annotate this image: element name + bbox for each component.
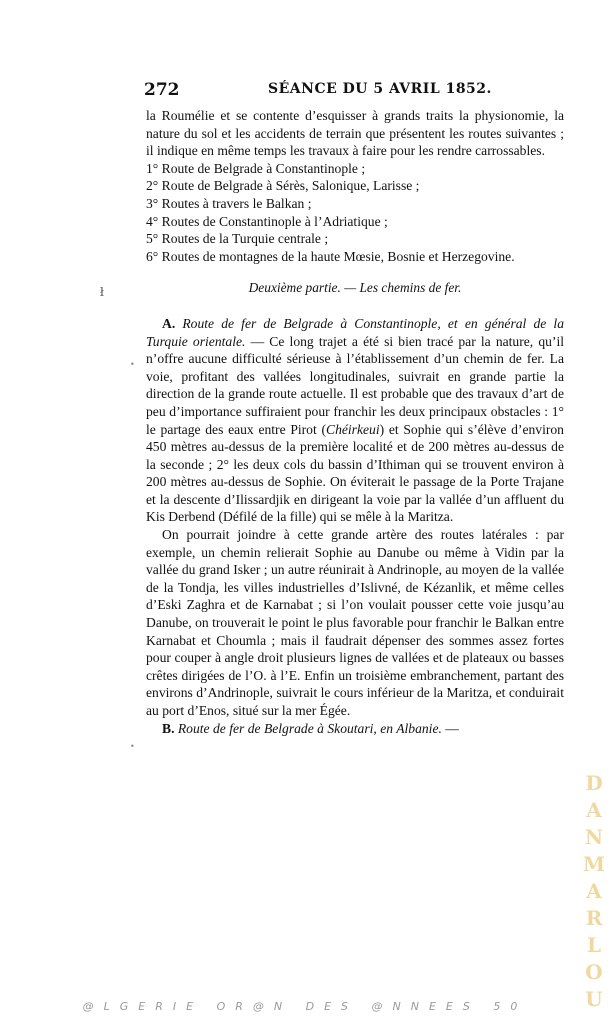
margin-dot: • — [130, 360, 135, 369]
running-head: SÉANCE DU 5 AVRIL 1852. — [268, 81, 492, 97]
intro-paragraph: la Roumélie et se contente d’esquisser à grands traits la physionomie, la nature du sol et les accidents de terrain que présentent les routes suivantes ; il indique en même temps les travaux à faire pour les rendre carrossables. — [146, 108, 564, 159]
footer-watermark: @LGERIE OR@N DES @NNEES 50 — [82, 1000, 528, 1013]
body-text — [146, 107, 564, 737]
list-item: 6° Routes de montagnes de la haute Mœsie, Bosnie et Herzegovine. — [146, 248, 515, 264]
list-item: 3° Routes à travers le Balkan ; — [146, 195, 312, 211]
section-a-letter: A. — [162, 315, 176, 331]
section-a-place-name: Chéirkeui — [326, 421, 380, 437]
page-header — [144, 80, 564, 104]
section-a-text: — Ce long trajet a été si bien tracé par la nature, qu’il n’offre aucune difficulté sérieuse à l’établissement d’un chemin de fer. La voie, profitant des vallées longitudinales, suivrait en grande partie la direction de la grande route actuelle. Il est probable que des travaux d’art de peu d’importance suffiraient pour franchir les deux principaux obstacles : 1° le partage des eaux entre Pirot ( — [146, 333, 564, 437]
section-b-dash: — — [441, 720, 459, 736]
list-item: 1° Route de Belgrade à Constantinople ; — [146, 160, 366, 176]
margin-mark: ł — [100, 285, 104, 299]
section-b-letter: B. — [162, 720, 175, 736]
section-subheading: Deuxième partie. — Les chemins de fer. — [248, 280, 462, 296]
section-a-title: Route de fer de Belgrade à Constantinople, et en général de la Turquie orientale. — [146, 315, 564, 349]
lateral-routes-paragraph: On pourrait joindre à cette grande artère des routes latérales : par exemple, un chemin relierait Sophie au Danube ou même à Vidin par la vallée du grand Isker ; un autre réunirait à Andrinople, au moyen de la vallée de la Tondja, les villes industrielles d’Islivné, de Kézanlik, et même celles d’Eski Zaghra et de Karnabat ; si l’on voulait pousser cette voie jusqu’au Danube, on trouverait le point le plus favorable pour franchir le Balkan entre Karnabat et Choumla ; mais il faudrait dépenser des sommes assez fortes pour couper à angle droit plusieurs lignes de vallées et de plateaux ou basses crêtes dirigées de l’O. à l’E. Enfin un troisième embranchement, partant des environs d’Andrinople, suivrait le cours inférieur de la Maritza, et conduirait au port d’Enos, situé sur la mer Égée. — [146, 527, 564, 718]
vertical-watermark: D A N M A R L O U — [582, 771, 606, 1011]
section-a-paragraph — [146, 315, 564, 526]
section-a-text-continued: ) et Sophie qui s’élève d’environ 450 mètres au-dessus de la première localité et de 200 mètres au-dessus de la seconde ; 2° les deux cols du bassin d’Ithiman qui se trouvent environ à 200 mètres au-dessus de Sophie. On éviterait le passage de la Porte Trajane et la descente d’Ilissardjik en dirigeant la voie par la vallée d’un affluent du Kis Derbend (Défilé de la fille) qui se mêle à la Maritza. — [146, 421, 564, 525]
list-item: 5° Routes de la Turquie centrale ; — [146, 231, 329, 247]
section-b-paragraph — [146, 720, 564, 738]
list-item: 4° Routes de Constantinople à l’Adriatique ; — [146, 213, 388, 229]
section-b-title: Route de fer de Belgrade à Skoutari, en Albanie. — [177, 720, 442, 736]
page-number: 272 — [144, 80, 180, 100]
margin-dot: • — [130, 742, 135, 751]
list-item: 2° Route de Belgrade à Sérès, Salonique, Larisse ; — [146, 178, 420, 194]
